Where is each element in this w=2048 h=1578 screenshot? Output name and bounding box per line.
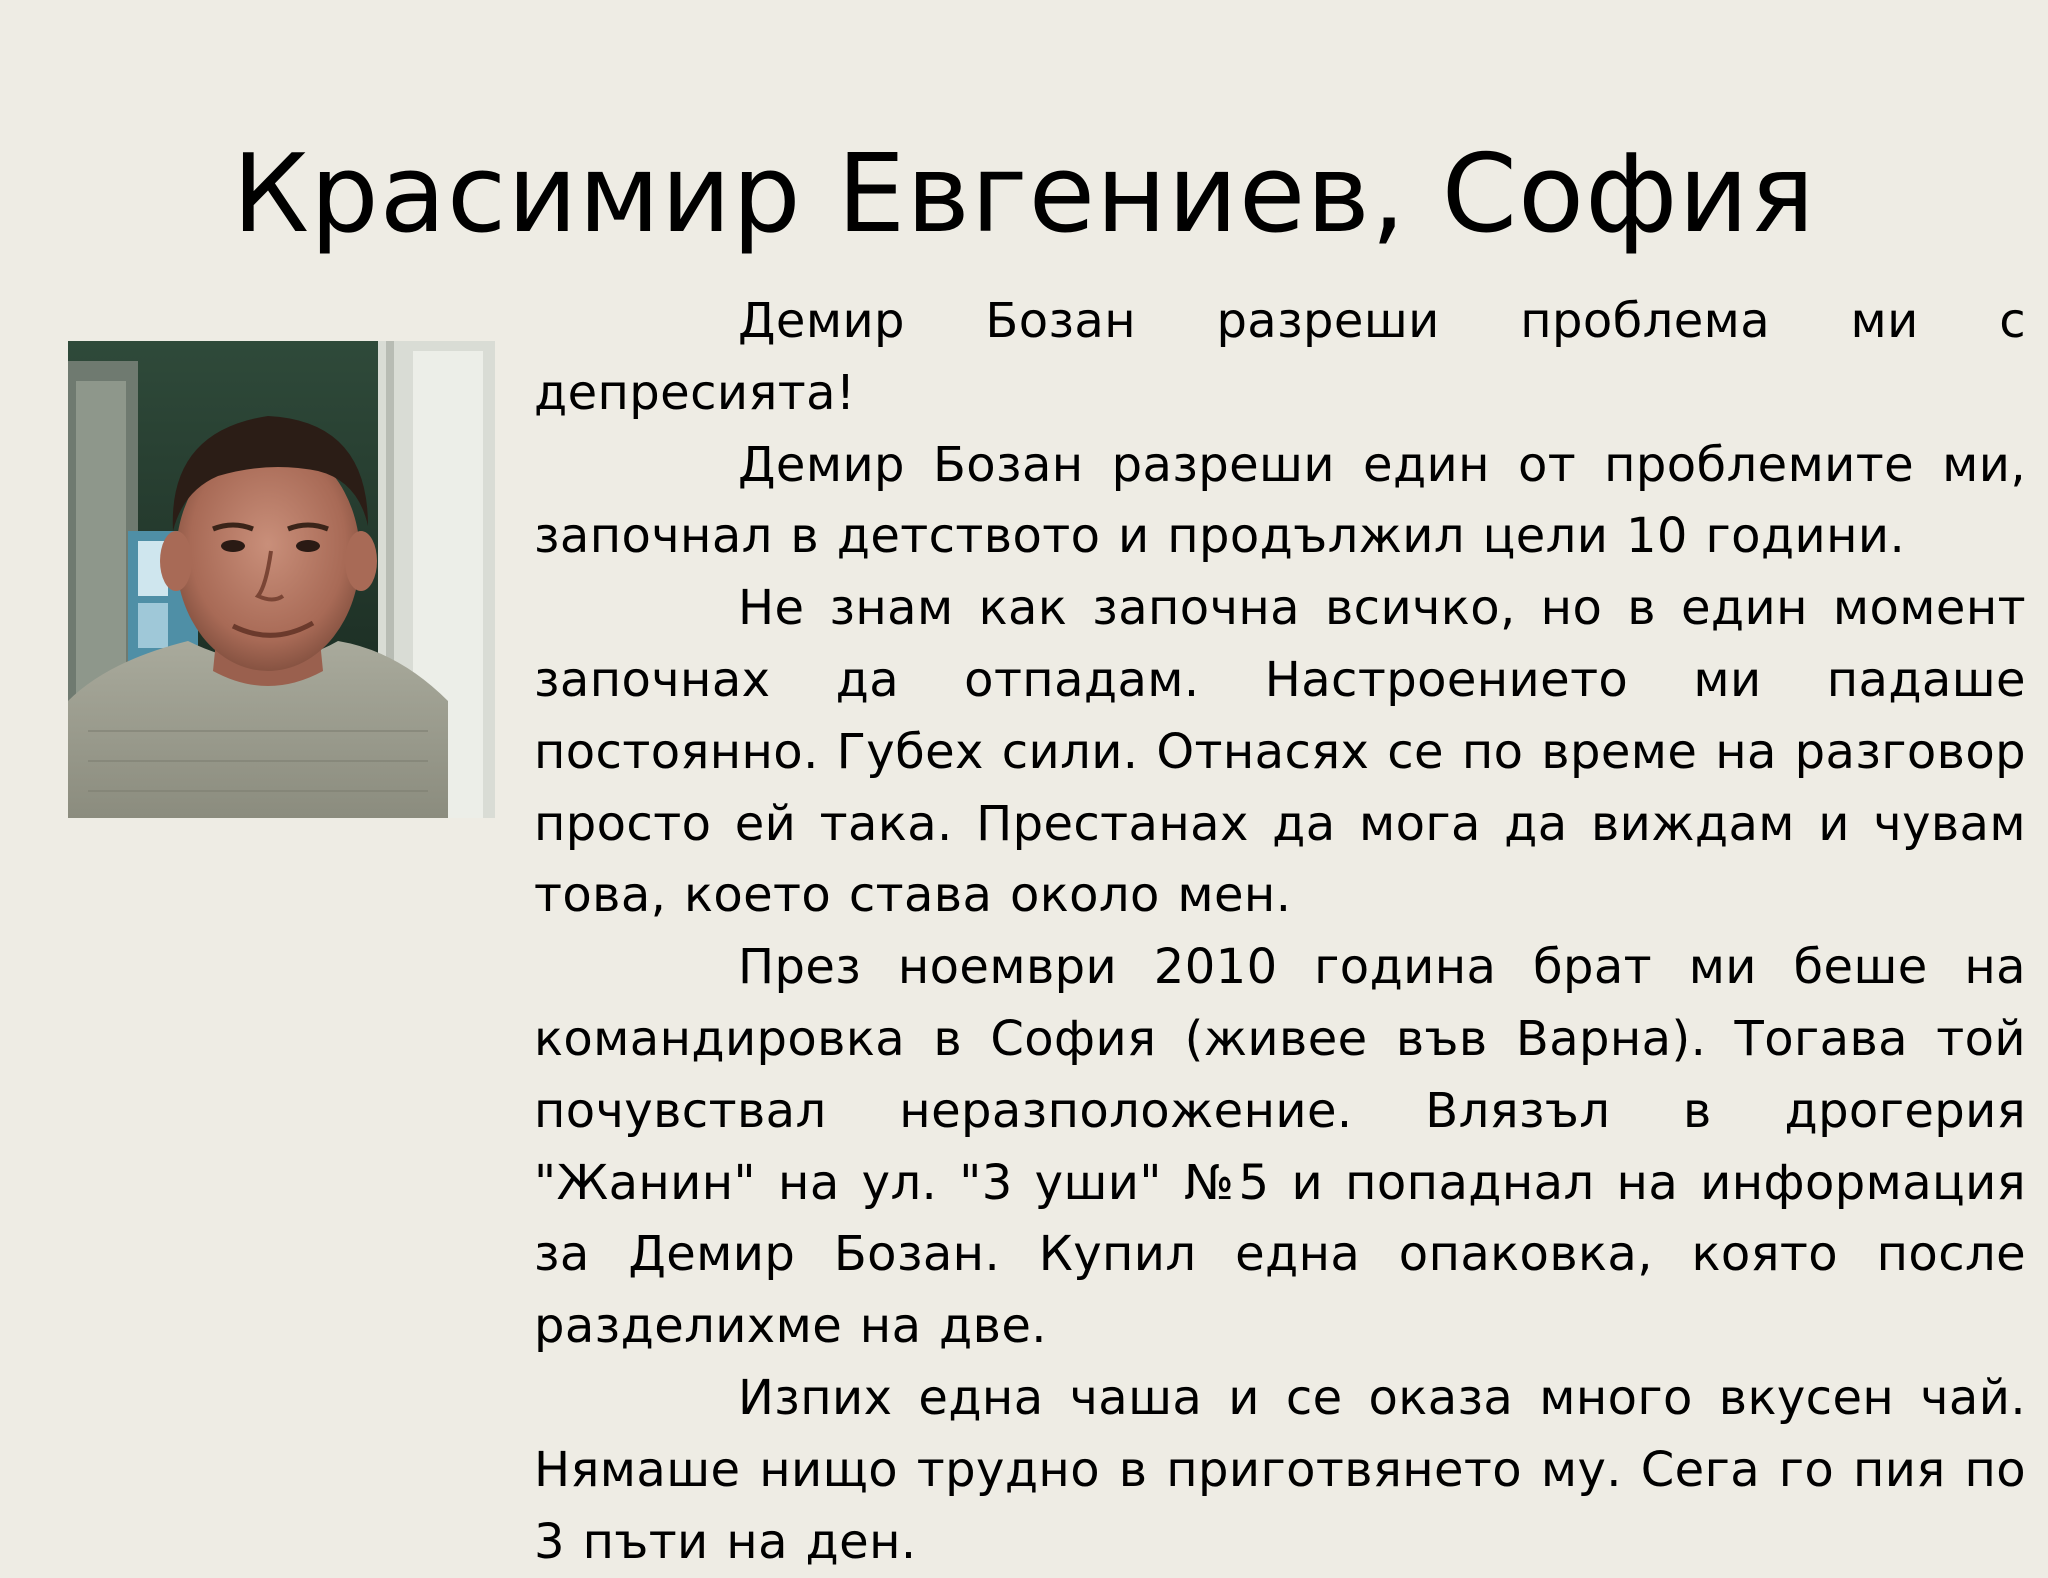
slide-title: Красимир Евгениев, София xyxy=(232,132,1816,257)
paragraph-3: Не знам как започна всичко, но в един момент започнах да отпадам. Настроението ми падаше постоянно. Губех сили. Отнасях се по време на разговор просто ей така. Престанах да мога да виждам и чувам това, което става около мен. xyxy=(534,580,2026,924)
portrait-photo xyxy=(68,341,495,818)
paragraph-2: Демир Бозан разреши един от проблемите ми, започнал в детството и продължил цели 10 години. xyxy=(534,436,2026,565)
person-portrait-icon xyxy=(68,341,495,818)
paragraph-4: През ноември 2010 година брат ми беше на командировка в София (живее във Варна). Тогава той почувствал неразположение. Влязъл в дрогерия "Жанин" на ул. "3 уши" №5 и попаднал на информация за Демир Бозан. Купил една опаковка, която после разделихме на две. xyxy=(534,939,2026,1355)
testimonial-text xyxy=(534,286,2026,1578)
paragraph-1: Демир Бозан разреши проблема ми с депресията! xyxy=(534,293,2026,421)
paragraph-5: Изпих една чаша и се оказа много вкусен чай. Нямаше нищо трудно в приготвянето му. Сега го пия по 3 пъти на ден. xyxy=(534,1369,2026,1570)
